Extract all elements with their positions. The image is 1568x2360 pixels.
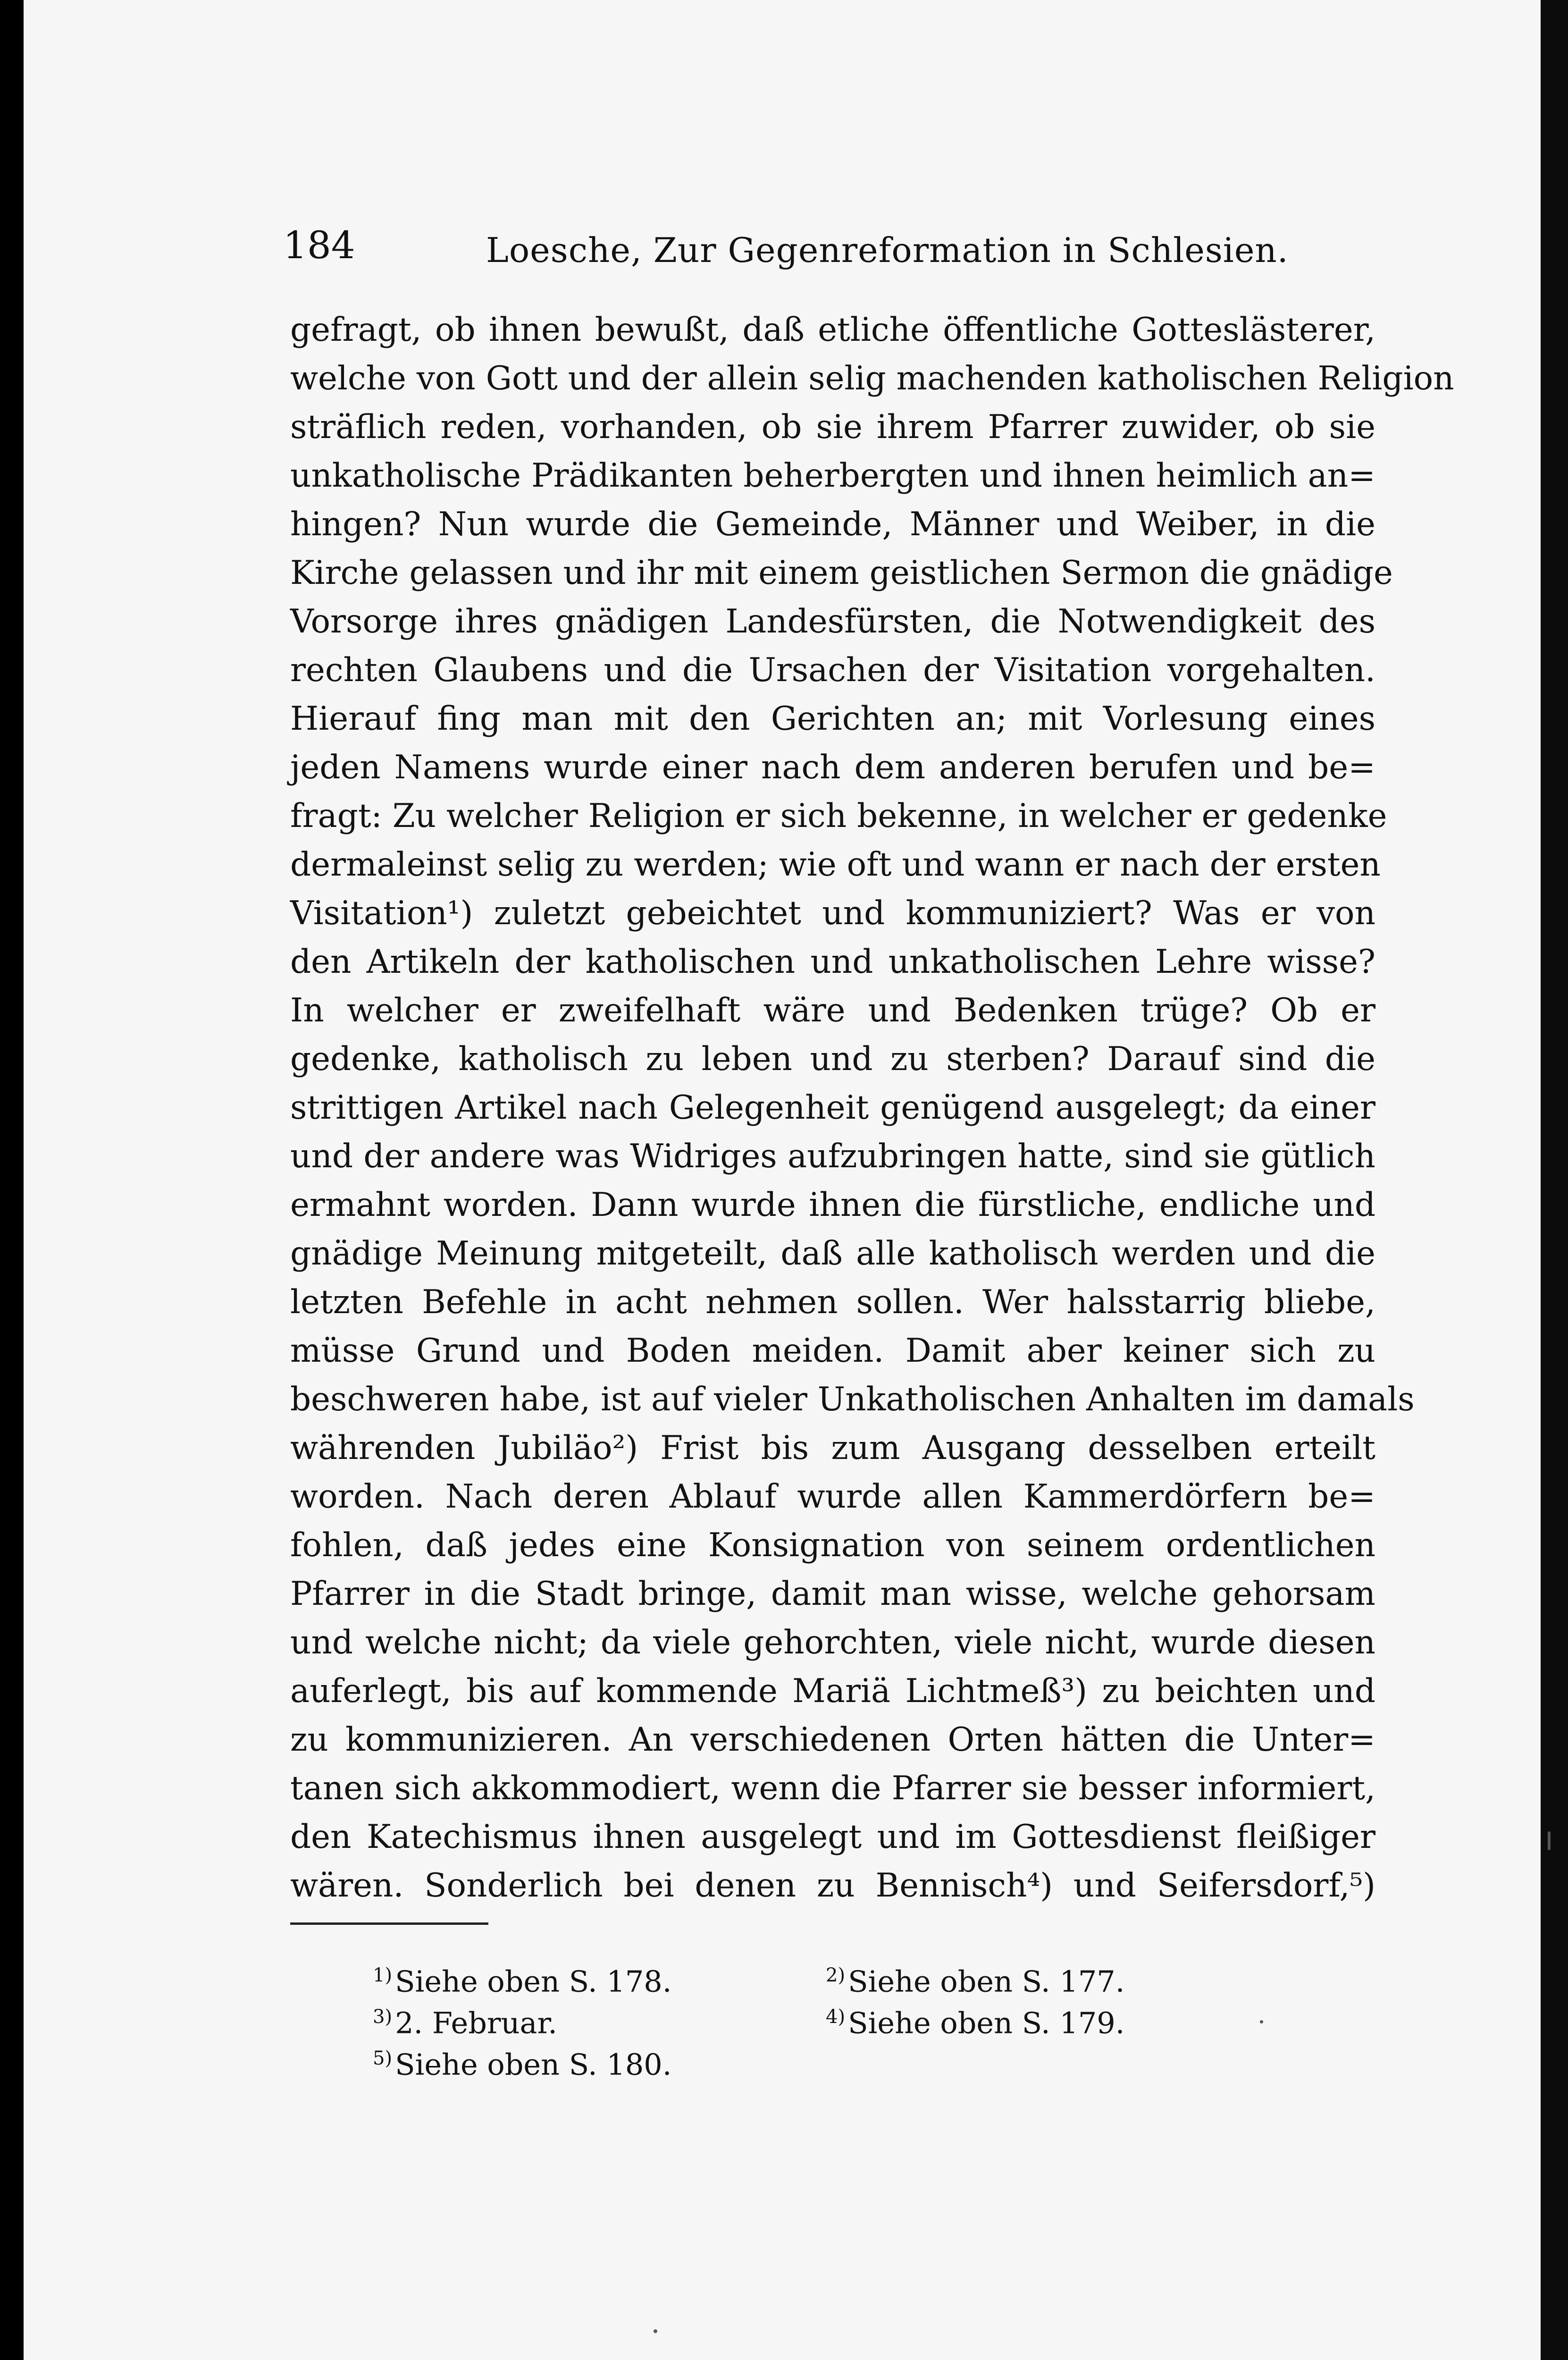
text-line: Pfarrer in die Stadt bringe, damit man wisse, welche gehorsam	[290, 1575, 1375, 1613]
text-line: zu kommunizieren. An verschiedenen Orten hätten die Unter=	[290, 1721, 1375, 1759]
paper-speck	[1260, 2020, 1263, 2023]
text-line: den Katechismus ihnen ausgelegt und im Gottesdienst fleißiger	[290, 1818, 1375, 1856]
text-line: sträflich reden, vorhanden, ob sie ihrem Pfarrer zuwider, ob sie	[290, 408, 1375, 446]
text-line: welche von Gott und der allein selig machenden katholischen Religion	[290, 360, 1454, 397]
page-header	[283, 222, 1387, 278]
text-line: worden. Nach deren Ablauf wurde allen Kammerdörfern be=	[290, 1478, 1375, 1516]
footnote-text: Siehe oben S. 177.	[848, 1964, 1125, 1999]
paper-speck	[1548, 1831, 1551, 1850]
text-line: unkatholische Prädikanten beherbergten und ihnen heimlich an=	[290, 457, 1375, 495]
text-line: gnädige Meinung mitgeteilt, daß alle katholisch werden und die	[290, 1235, 1375, 1273]
text-line: Hierauf fing man mit den Gerichten an; mit Vorlesung eines	[290, 700, 1375, 738]
text-line: gedenke, katholisch zu leben und zu sterben? Darauf sind die	[290, 1040, 1375, 1078]
footnote-text: Siehe oben S. 178.	[395, 1964, 672, 1999]
text-line: währenden Jubiläo²) Frist bis zum Ausgang desselben erteilt	[290, 1429, 1375, 1467]
text-line: Kirche gelassen und ihr mit einem geistlichen Sermon die gnädige	[290, 554, 1393, 592]
footnote-rule	[290, 1922, 488, 1925]
text-line: letzten Befehle in acht nehmen sollen. Wer halsstarrig bliebe,	[290, 1283, 1375, 1321]
main-text	[290, 306, 1454, 1910]
scan-edge	[1541, 0, 1568, 2360]
footnote-marker: 1)	[373, 1964, 393, 1986]
footnote-5	[373, 2037, 671, 2086]
text-line: auferlegt, bis auf kommende Mariä Lichtmeß³) zu beichten und	[290, 1672, 1375, 1710]
text-line: und der andere was Widriges aufzubringen hatte, sind sie gütlich	[290, 1138, 1375, 1175]
text-line: jeden Namens wurde einer nach dem anderen berufen und be=	[290, 749, 1375, 786]
text-line: den Artikeln der katholischen und unkatholischen Lehre wisse?	[290, 943, 1375, 981]
text-line: wären. Sonderlich bei denen zu Bennisch⁴) und Seifersdorf,⁵)	[290, 1867, 1375, 1905]
footnote-marker: 2)	[826, 1964, 846, 1986]
footnote-text: 2. Februar.	[395, 2006, 557, 2040]
text-line: gefragt, ob ihnen bewußt, daß etliche öffentliche Gotteslästerer,	[290, 311, 1375, 349]
footnote-text: Siehe oben S. 180.	[395, 2047, 672, 2082]
text-line: fohlen, daß jedes eine Konsignation von seinem ordentlichen	[290, 1526, 1375, 1564]
text-line: beschweren habe, ist auf vieler Unkatholischen Anhalten im damals	[290, 1381, 1415, 1418]
text-line: ermahnt worden. Dann wurde ihnen die fürstliche, endliche und	[290, 1186, 1375, 1224]
text-line: rechten Glaubens und die Ursachen der Visitation vorgehalten.	[290, 651, 1375, 689]
footnote-marker: 5)	[373, 2048, 393, 2069]
text-line: Visitation¹) zuletzt gebeichtet und kommuniziert? Was er von	[290, 894, 1375, 932]
text-line: strittigen Artikel nach Gelegenheit genügend ausgelegt; da einer	[290, 1089, 1375, 1127]
paper-speck	[654, 2329, 657, 2333]
text-line: hingen? Nun wurde die Gemeinde, Männer und Weiber, in die	[290, 506, 1375, 543]
footnote-4	[826, 1996, 1124, 2045]
text-line: In welcher er zweifelhaft wäre und Bedenken trüge? Ob er	[290, 992, 1375, 1029]
text-line: müsse Grund und Boden meiden. Damit aber keiner sich zu	[290, 1332, 1375, 1370]
text-line: Vorsorge ihres gnädigen Landesfürsten, die Notwendigkeit des	[290, 603, 1375, 641]
footnote-marker: 3)	[373, 2006, 393, 2028]
footnote-text: Siehe oben S. 179.	[848, 2006, 1125, 2040]
running-title: Loesche, Zur Gegenreformation in Schlesien.	[486, 230, 1289, 270]
footnote-marker: 4)	[826, 2006, 846, 2028]
text-line: tanen sich akkommodiert, wenn die Pfarrer sie besser informiert,	[290, 1770, 1375, 1807]
text-line: dermaleinst selig zu werden; wie oft und wann er nach der ersten	[290, 846, 1381, 884]
page-number: 184	[283, 223, 355, 267]
text-line: und welche nicht; da viele gehorchten, viele nicht, wurde diesen	[290, 1624, 1375, 1661]
text-line: fragt: Zu welcher Religion er sich bekenne, in welcher er gedenke	[290, 797, 1387, 835]
